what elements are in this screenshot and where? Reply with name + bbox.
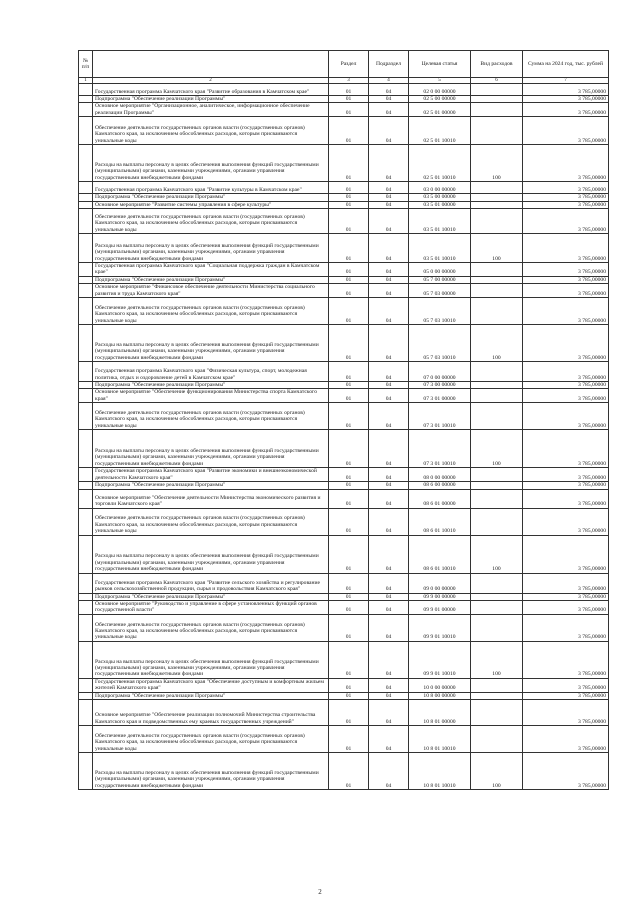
cell-no <box>79 182 93 194</box>
table-row <box>79 284 609 298</box>
page-number: 2 <box>318 888 322 896</box>
cell-expense <box>471 600 523 614</box>
cell-expense <box>471 362 523 382</box>
cell-name: Государственная программа Камчатского края "Развитие образования в Камчатском крае" <box>93 84 329 96</box>
cell-no <box>79 209 93 234</box>
cell-target: 08 6 01 10010 <box>409 535 471 573</box>
cell-target: 02 5 00 00000 <box>409 96 471 103</box>
cell-sum: 3 785,00000 <box>523 430 609 468</box>
cell-sum: 3 785,00000 <box>523 209 609 234</box>
cell-sum: 3 785,00000 <box>523 489 609 508</box>
cell-expense <box>471 692 523 699</box>
cell-expense: 100 <box>471 752 523 789</box>
cell-target: 02 5 01 10010 <box>409 145 471 182</box>
cell-sum: 3 785,00000 <box>523 145 609 182</box>
cell-expense <box>471 389 523 403</box>
cell-target: 08 6 01 00000 <box>409 489 471 508</box>
cell-section: 01 <box>329 234 369 263</box>
table-row <box>79 117 609 145</box>
cell-name: Государственная программа Камчатского края "Социальная поддержка граждан в Камчатском крае" <box>93 263 329 277</box>
cell-target: 08 6 01 10010 <box>409 508 471 535</box>
cell-no <box>79 263 93 277</box>
cell-target: 10 0 00 00000 <box>409 678 471 692</box>
cell-target: 07 3 00 00000 <box>409 382 471 389</box>
cell-subsection: 04 <box>369 263 409 277</box>
cell-no <box>79 145 93 182</box>
cell-expense <box>471 382 523 389</box>
header-expense: Вид расходов <box>471 51 523 78</box>
cell-no <box>79 234 93 263</box>
cell-expense: 100 <box>471 234 523 263</box>
cell-name: Государственная программа Камчатского края "Физическая культура, спорт, молодежная политика, отдых и оздоровление детей в Камчатском крае" <box>93 362 329 382</box>
cell-no <box>79 276 93 283</box>
cell-sum: 3 785,00000 <box>523 382 609 389</box>
table-row <box>79 430 609 468</box>
cell-expense <box>471 117 523 145</box>
cell-subsection: 04 <box>369 641 409 678</box>
cell-no <box>79 692 93 699</box>
cell-subsection: 04 <box>369 362 409 382</box>
cell-section: 01 <box>329 382 369 389</box>
cell-sum: 3 785,00000 <box>523 468 609 482</box>
cell-section: 01 <box>329 209 369 234</box>
cell-expense: 100 <box>471 535 523 573</box>
table-row <box>79 614 609 641</box>
cell-name: Подпрограмма "Обеспечение реализации Программы" <box>93 482 329 489</box>
cell-subsection: 04 <box>369 482 409 489</box>
cell-subsection: 04 <box>369 84 409 96</box>
cell-expense <box>471 96 523 103</box>
cell-sum: 3 785,00000 <box>523 234 609 263</box>
cell-section: 01 <box>329 182 369 194</box>
cell-expense <box>471 593 523 600</box>
cell-sum: 3 785,00000 <box>523 84 609 96</box>
header-name <box>93 51 329 78</box>
cell-section: 01 <box>329 103 369 117</box>
cell-section: 01 <box>329 614 369 641</box>
cell-target: 05 7 00 00000 <box>409 276 471 283</box>
table-body <box>79 84 609 790</box>
cell-subsection: 04 <box>369 403 409 430</box>
cell-section: 01 <box>329 145 369 182</box>
cell-subsection: 04 <box>369 600 409 614</box>
cell-expense <box>471 276 523 283</box>
col-number: 4 <box>369 78 409 84</box>
table-row <box>79 508 609 535</box>
cell-expense <box>471 489 523 508</box>
table-row <box>79 263 609 277</box>
cell-sum: 3 785,00000 <box>523 482 609 489</box>
cell-target: 03 0 00 00000 <box>409 182 471 194</box>
cell-name: Обеспечение деятельности государственных органов власти (государственных органов) Камчатского края, за исключением обособленных расходов, которым присваиваются уникальные коды <box>93 117 329 145</box>
cell-section: 01 <box>329 482 369 489</box>
cell-subsection: 04 <box>369 194 409 201</box>
cell-name: Обеспечение деятельности государственных органов власти (государственных органов) Камчатского края, за исключением обособленных расходов, которым присваиваются уникальные коды <box>93 298 329 325</box>
cell-section: 01 <box>329 430 369 468</box>
cell-target: 03 5 01 10010 <box>409 234 471 263</box>
cell-name: Подпрограмма "Обеспечение реализации Программы" <box>93 194 329 201</box>
cell-subsection: 04 <box>369 284 409 298</box>
cell-sum: 3 785,00000 <box>523 535 609 573</box>
cell-section: 01 <box>329 535 369 573</box>
cell-name: Подпрограмма "Обеспечение реализации Программы" <box>93 276 329 283</box>
cell-expense <box>471 482 523 489</box>
cell-subsection: 04 <box>369 430 409 468</box>
cell-name: Основное мероприятие "Организационное, аналитическое, информационное обеспечение реализации Программы" <box>93 103 329 117</box>
cell-name: Государственная программа Камчатского края "Развитие сельского хозяйства и регулирование рынков сельскохозяйственной продукции, сырья и продовольствия Камчатского края" <box>93 573 329 593</box>
cell-subsection: 04 <box>369 298 409 325</box>
table-row <box>79 692 609 699</box>
cell-sum: 3 785,00000 <box>523 573 609 593</box>
cell-no <box>79 468 93 482</box>
cell-section: 01 <box>329 593 369 600</box>
table-row <box>79 298 609 325</box>
table-row <box>79 325 609 362</box>
cell-no <box>79 752 93 789</box>
cell-sum: 3 785,00000 <box>523 284 609 298</box>
cell-expense <box>471 298 523 325</box>
cell-expense: 100 <box>471 641 523 678</box>
cell-sum: 3 785,00000 <box>523 752 609 789</box>
cell-name: Расходы на выплаты персоналу в целях обеспечения выполнения функций государственными (муниципальными) органами, казенными учреждениями, органами управления государственными внебюджетными фондами <box>93 535 329 573</box>
cell-target: 08 0 00 00000 <box>409 468 471 482</box>
cell-target: 07 0 00 00000 <box>409 362 471 382</box>
cell-section: 01 <box>329 96 369 103</box>
cell-section: 01 <box>329 752 369 789</box>
cell-target: 07 3 01 10010 <box>409 403 471 430</box>
cell-no <box>79 641 93 678</box>
cell-subsection: 04 <box>369 117 409 145</box>
table-row <box>79 201 609 208</box>
cell-subsection: 04 <box>369 699 409 725</box>
cell-name: Основное мероприятие "Финансовое обеспечение деятельности Министерства социального развития и труда Камчатского края" <box>93 284 329 298</box>
cell-name: Расходы на выплаты персоналу в целях обеспечения выполнения функций государственными (муниципальными) органами, казенными учреждениями, органами управления государственными внебюджетными фондами <box>93 641 329 678</box>
cell-name: Обеспечение деятельности государственных органов власти (государственных органов) Камчатского края, за исключением обособленных расходов, которым присваиваются уникальные коды <box>93 725 329 752</box>
cell-no <box>79 725 93 752</box>
header-sum: Сумма на 2024 год, тыс. рублей <box>523 51 609 78</box>
cell-subsection: 04 <box>369 389 409 403</box>
cell-subsection: 04 <box>369 96 409 103</box>
cell-no <box>79 593 93 600</box>
cell-sum: 3 785,00000 <box>523 508 609 535</box>
cell-sum: 3 785,00000 <box>523 403 609 430</box>
cell-section: 01 <box>329 325 369 362</box>
cell-subsection: 04 <box>369 614 409 641</box>
cell-sum: 3 785,00000 <box>523 182 609 194</box>
cell-sum: 3 785,00000 <box>523 194 609 201</box>
cell-expense <box>471 194 523 201</box>
cell-target: 09 9 01 00000 <box>409 600 471 614</box>
header-no: № п/п <box>79 51 93 78</box>
cell-sum: 3 785,00000 <box>523 362 609 382</box>
cell-subsection: 04 <box>369 182 409 194</box>
cell-expense <box>471 84 523 96</box>
cell-sum: 3 785,00000 <box>523 117 609 145</box>
cell-section: 01 <box>329 389 369 403</box>
table-row <box>79 725 609 752</box>
cell-expense: 100 <box>471 325 523 362</box>
cell-expense <box>471 182 523 194</box>
cell-target: 03 5 00 00000 <box>409 194 471 201</box>
cell-expense <box>471 725 523 752</box>
cell-expense <box>471 284 523 298</box>
cell-section: 01 <box>329 263 369 277</box>
cell-target: 05 7 03 10010 <box>409 325 471 362</box>
cell-sum: 3 785,00000 <box>523 276 609 283</box>
cell-name: Основное мероприятие "Обеспечение реализации полномочий Министерства строительства Камчатского края и подведомственных ему краевых государственных учреждений" <box>93 699 329 725</box>
table-row <box>79 234 609 263</box>
table-row <box>79 678 609 692</box>
cell-name: Обеспечение деятельности государственных органов власти (государственных органов) Камчатского края, за исключением обособленных расходов, которым присваиваются уникальные коды <box>93 403 329 430</box>
table-row <box>79 482 609 489</box>
cell-expense <box>471 103 523 117</box>
cell-subsection: 04 <box>369 508 409 535</box>
cell-no <box>79 573 93 593</box>
cell-name: Расходы на выплаты персоналу в целях обеспечения выполнения функций государственными (муниципальными) органами, казенными учреждениями, органами управления государственными внебюджетными фондами <box>93 752 329 789</box>
col-number: 1 <box>79 78 93 84</box>
cell-subsection: 04 <box>369 145 409 182</box>
cell-target: 03 5 01 10010 <box>409 209 471 234</box>
cell-section: 01 <box>329 298 369 325</box>
cell-name: Государственная программа Камчатского края "Развитие культуры в Камчатском крае" <box>93 182 329 194</box>
table-row <box>79 389 609 403</box>
cell-no <box>79 600 93 614</box>
cell-target: 02 0 00 00000 <box>409 84 471 96</box>
col-number: 5 <box>409 78 471 84</box>
cell-sum: 3 785,00000 <box>523 678 609 692</box>
table-row <box>79 752 609 789</box>
table-row <box>79 182 609 194</box>
cell-subsection: 04 <box>369 209 409 234</box>
table-row <box>79 276 609 283</box>
cell-sum: 3 785,00000 <box>523 96 609 103</box>
cell-name: Государственная программа Камчатского края "Обеспечение доступным и комфортным жильем жителей Камчатского края" <box>93 678 329 692</box>
cell-section: 01 <box>329 84 369 96</box>
cell-no <box>79 482 93 489</box>
cell-subsection: 04 <box>369 752 409 789</box>
cell-name: Подпрограмма "Обеспечение реализации Программы" <box>93 692 329 699</box>
cell-name: Основное мероприятие "Развитие системы управления в сфере культуры" <box>93 201 329 208</box>
cell-subsection: 04 <box>369 489 409 508</box>
table-row <box>79 600 609 614</box>
cell-no <box>79 96 93 103</box>
cell-sum: 3 785,00000 <box>523 298 609 325</box>
cell-sum: 3 785,00000 <box>523 641 609 678</box>
cell-target: 05 7 03 00000 <box>409 284 471 298</box>
cell-name: Расходы на выплаты персоналу в целях обеспечения выполнения функций государственными (муниципальными) органами, казенными учреждениями, органами управления государственными внебюджетными фондами <box>93 234 329 263</box>
cell-subsection: 04 <box>369 382 409 389</box>
table-row <box>79 194 609 201</box>
col-number: 6 <box>471 78 523 84</box>
cell-sum: 3 785,00000 <box>523 325 609 362</box>
cell-no <box>79 508 93 535</box>
cell-target: 09 0 00 00000 <box>409 573 471 593</box>
cell-expense: 100 <box>471 145 523 182</box>
cell-target: 09 9 01 10010 <box>409 614 471 641</box>
cell-expense <box>471 263 523 277</box>
table-row <box>79 489 609 508</box>
cell-section: 01 <box>329 678 369 692</box>
cell-target: 08 6 00 00000 <box>409 482 471 489</box>
cell-no <box>79 678 93 692</box>
cell-sum: 3 785,00000 <box>523 600 609 614</box>
cell-no <box>79 201 93 208</box>
cell-target: 05 0 00 00000 <box>409 263 471 277</box>
budget-table-sheet <box>78 50 608 790</box>
cell-sum: 3 785,00000 <box>523 614 609 641</box>
table-header-row <box>79 51 609 78</box>
cell-no <box>79 194 93 201</box>
cell-sum: 3 785,00000 <box>523 699 609 725</box>
cell-target: 02 5 01 10010 <box>409 117 471 145</box>
cell-no <box>79 403 93 430</box>
cell-section: 01 <box>329 201 369 208</box>
table-row <box>79 403 609 430</box>
cell-subsection: 04 <box>369 678 409 692</box>
cell-expense <box>471 468 523 482</box>
cell-name: Расходы на выплаты персоналу в целях обеспечения выполнения функций государственными (муниципальными) органами, казенными учреждениями, органами управления государственными внебюджетными фондами <box>93 430 329 468</box>
cell-section: 01 <box>329 194 369 201</box>
cell-no <box>79 389 93 403</box>
table-row <box>79 535 609 573</box>
cell-section: 01 <box>329 699 369 725</box>
cell-no <box>79 535 93 573</box>
cell-subsection: 04 <box>369 201 409 208</box>
cell-sum: 3 785,00000 <box>523 103 609 117</box>
cell-section: 01 <box>329 573 369 593</box>
cell-subsection: 04 <box>369 535 409 573</box>
col-number: 2 <box>93 78 329 84</box>
cell-expense <box>471 209 523 234</box>
table-row <box>79 103 609 117</box>
cell-name: Обеспечение деятельности государственных органов власти (государственных органов) Камчатского края, за исключением обособленных расходов, которым присваиваются уникальные коды <box>93 508 329 535</box>
cell-name: Подпрограмма "Обеспечение реализации Программы" <box>93 593 329 600</box>
cell-no <box>79 614 93 641</box>
cell-expense <box>471 614 523 641</box>
cell-sum: 3 785,00000 <box>523 692 609 699</box>
cell-no <box>79 84 93 96</box>
cell-section: 01 <box>329 600 369 614</box>
cell-no <box>79 699 93 725</box>
table-row <box>79 468 609 482</box>
cell-subsection: 04 <box>369 573 409 593</box>
cell-expense <box>471 678 523 692</box>
table-row <box>79 209 609 234</box>
cell-name: Расходы на выплаты персоналу в целях обеспечения выполнения функций государственными (муниципальными) органами, казенными учреждениями, органами управления государственными внебюджетными фондами <box>93 145 329 182</box>
col-number: 7 <box>523 78 609 84</box>
table-row <box>79 382 609 389</box>
cell-no <box>79 489 93 508</box>
cell-target: 10 8 01 10010 <box>409 725 471 752</box>
col-number: 3 <box>329 78 369 84</box>
cell-section: 01 <box>329 508 369 535</box>
cell-subsection: 04 <box>369 468 409 482</box>
cell-subsection: 04 <box>369 234 409 263</box>
cell-section: 01 <box>329 276 369 283</box>
cell-subsection: 04 <box>369 593 409 600</box>
cell-section: 01 <box>329 284 369 298</box>
cell-section: 01 <box>329 468 369 482</box>
cell-target: 10 8 01 00000 <box>409 699 471 725</box>
cell-no <box>79 430 93 468</box>
cell-target: 03 5 01 00000 <box>409 201 471 208</box>
table-row <box>79 573 609 593</box>
cell-section: 01 <box>329 403 369 430</box>
cell-subsection: 04 <box>369 103 409 117</box>
header-section: Раздел <box>329 51 369 78</box>
cell-name: Расходы на выплаты персоналу в целях обеспечения выполнения функций государственными (муниципальными) органами, казенными учреждениями, органами управления государственными внебюджетными фондами <box>93 325 329 362</box>
cell-no <box>79 103 93 117</box>
cell-name: Основное мероприятие "Обеспечение функционирования Министерства спорта Камчатского края" <box>93 389 329 403</box>
cell-expense <box>471 201 523 208</box>
cell-subsection: 04 <box>369 692 409 699</box>
cell-target: 10 8 01 10010 <box>409 752 471 789</box>
cell-target: 10 8 00 00000 <box>409 692 471 699</box>
cell-section: 01 <box>329 489 369 508</box>
table-row <box>79 641 609 678</box>
cell-expense <box>471 573 523 593</box>
cell-sum: 3 785,00000 <box>523 201 609 208</box>
cell-expense <box>471 508 523 535</box>
table-row <box>79 362 609 382</box>
cell-name: Основное мероприятие "Обеспечение деятельности Министерства экономического развития и торговли Камчатского края" <box>93 489 329 508</box>
cell-subsection: 04 <box>369 725 409 752</box>
header-subsection: Подраздел <box>369 51 409 78</box>
cell-name: Государственная программа Камчатского края "Развитие экономики и внешнеэкономической деятельности Камчатского края" <box>93 468 329 482</box>
cell-expense <box>471 403 523 430</box>
cell-target: 07 3 01 10010 <box>409 430 471 468</box>
cell-subsection: 04 <box>369 325 409 362</box>
cell-no <box>79 362 93 382</box>
cell-sum: 3 785,00000 <box>523 593 609 600</box>
table-row <box>79 699 609 725</box>
cell-section: 01 <box>329 692 369 699</box>
cell-section: 01 <box>329 641 369 678</box>
cell-name: Основное мероприятие "Руководство и управление в сфере установленных функций органов государственной власти" <box>93 600 329 614</box>
cell-no <box>79 284 93 298</box>
cell-sum: 3 785,00000 <box>523 725 609 752</box>
cell-expense: 100 <box>471 430 523 468</box>
cell-section: 01 <box>329 362 369 382</box>
cell-name: Подпрограмма "Обеспечение реализации Программы" <box>93 96 329 103</box>
cell-sum: 3 785,00000 <box>523 389 609 403</box>
cell-target: 09 9 00 00000 <box>409 593 471 600</box>
cell-name: Обеспечение деятельности государственных органов власти (государственных органов) Камчатского края, за исключением обособленных расходов, которым присваиваются уникальные коды <box>93 614 329 641</box>
header-target: Целевая статья <box>409 51 471 78</box>
table-row <box>79 593 609 600</box>
cell-no <box>79 382 93 389</box>
table-row <box>79 84 609 96</box>
cell-no <box>79 298 93 325</box>
cell-expense <box>471 699 523 725</box>
cell-target: 05 7 03 10010 <box>409 298 471 325</box>
cell-no <box>79 325 93 362</box>
cell-section: 01 <box>329 117 369 145</box>
table-row <box>79 145 609 182</box>
budget-table <box>78 50 609 790</box>
cell-sum: 3 785,00000 <box>523 263 609 277</box>
cell-subsection: 04 <box>369 276 409 283</box>
cell-target: 07 3 01 00000 <box>409 389 471 403</box>
table-row <box>79 96 609 103</box>
cell-name: Обеспечение деятельности государственных органов власти (государственных органов) Камчатского края, за исключением обособленных расходов, которым присваиваются уникальные коды <box>93 209 329 234</box>
cell-target: 09 9 01 10010 <box>409 641 471 678</box>
cell-no <box>79 117 93 145</box>
cell-section: 01 <box>329 725 369 752</box>
cell-target: 02 5 01 00000 <box>409 103 471 117</box>
cell-name: Подпрограмма "Обеспечение реализации Программы" <box>93 382 329 389</box>
